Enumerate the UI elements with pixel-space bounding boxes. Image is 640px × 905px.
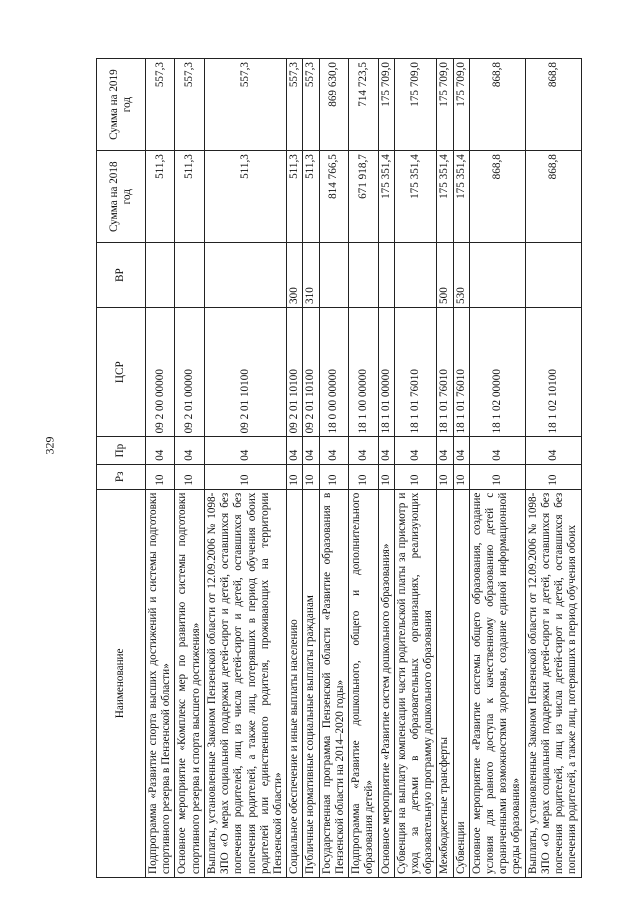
cell-name: Государственная программа Пензенской области «Развитие образования в Пензенской области на 2014–2020 годы» [319,489,348,877]
cell-rz: 10 [394,464,437,489]
cell-sum-2019: 557,3 [204,59,286,151]
cell-rz: 10 [437,464,453,489]
cell-sum-2018: 511,3 [175,151,204,243]
cell-sum-2018: 868,8 [525,151,581,243]
cell-csr: 18 1 01 76010 [394,307,437,436]
cell-rz: 10 [146,464,175,489]
budget-table [96,58,582,878]
cell-csr: 18 0 00 00000 [319,307,348,436]
cell-vr [175,243,204,308]
cell-name: Межбюджетные трансферты [437,489,453,877]
table-row [303,59,319,878]
cell-sum-2019: 175 709,0 [378,59,394,151]
table-row [525,59,581,878]
cell-pr: 04 [146,437,175,464]
cell-sum-2019: 557,3 [303,59,319,151]
cell-name: Выплаты, установленные Законом Пензенской области от 12.09.2006 № 1098-ЗПО «О мерах социальной поддержки детей-сирот и детей, оставшихся без попечения родителей, лиц из числа детей-сирот и детей, оставшихся без попечения родителей, а также лиц, потерявших в период обучения обоих родителей или единственного родителя, проживающих на территории Пензенской области» [204,489,286,877]
cell-sum-2018: 511,3 [287,151,303,243]
cell-csr: 18 1 02 10100 [525,307,581,436]
cell-vr: 500 [437,243,453,308]
cell-rz: 10 [204,464,286,489]
cell-vr [319,243,348,308]
cell-sum-2019: 557,3 [287,59,303,151]
cell-sum-2018: 175 351,4 [378,151,394,243]
table-row [453,59,469,878]
header-name: Наименование [97,489,146,877]
cell-pr: 04 [525,437,581,464]
cell-sum-2018: 671 918,7 [349,151,378,243]
cell-name: Субвенции [453,489,469,877]
cell-sum-2018: 175 351,4 [437,151,453,243]
table-row [437,59,453,878]
cell-name: Основное мероприятие «Развитие системы общего образования, создание условия для равного доступа к качественному образованию детей с ограниченными возможностями здоровья, создание единой информационной среды образования» [469,489,525,877]
cell-name: Публичные нормативные социальные выплаты гражданам [303,489,319,877]
cell-name: Социальное обеспечение и иные выплаты населению [287,489,303,877]
cell-csr: 09 2 01 10100 [287,307,303,436]
cell-csr: 18 1 01 00000 [378,307,394,436]
cell-name: Подпрограмма «Развитие дошкольного, общего и дополнительного образования детей» [349,489,378,877]
cell-vr: 530 [453,243,469,308]
cell-sum-2019: 714 723,5 [349,59,378,151]
cell-sum-2019: 868,8 [469,59,525,151]
cell-name: Выплаты, установленные Законом Пензенской области от 12.09.2006 № 1098-ЗПО «О мерах социальной поддержки детей-сирот и детей, оставшихся без попечения родителей, лиц из числа детей-сирот и детей, оставшихся без попечения родителей, а также лиц, потерявших в период обучения обоих [525,489,581,877]
cell-vr [469,243,525,308]
cell-csr: 18 1 01 76010 [453,307,469,436]
cell-vr [525,243,581,308]
cell-pr: 04 [287,437,303,464]
cell-sum-2019: 175 709,0 [437,59,453,151]
cell-vr [378,243,394,308]
cell-pr: 04 [204,437,286,464]
header-rz: Рз [97,464,146,489]
cell-rz: 10 [303,464,319,489]
cell-vr [349,243,378,308]
table-row [175,59,204,878]
cell-csr: 18 1 01 76010 [437,307,453,436]
cell-sum-2018: 511,3 [204,151,286,243]
cell-csr: 09 2 01 00000 [175,307,204,436]
cell-sum-2018: 175 351,4 [453,151,469,243]
cell-sum-2018: 511,3 [146,151,175,243]
cell-name: Основное мероприятие «Развитие систем дошкольного образования» [378,489,394,877]
cell-vr [394,243,437,308]
cell-sum-2019: 869 630,0 [319,59,348,151]
header-csr: ЦСР [97,307,146,436]
table-header-row [97,59,146,878]
cell-pr: 04 [453,437,469,464]
table-row [204,59,286,878]
cell-pr: 04 [378,437,394,464]
cell-pr: 04 [394,437,437,464]
cell-rz: 10 [525,464,581,489]
cell-rz: 10 [469,464,525,489]
cell-csr: 18 1 00 00000 [349,307,378,436]
cell-name: Субвенция на выплату компенсации части родительской платы за присмотр и уход за детьми в образовательных организациях, реализующих образовательную программу дошкольного образования [394,489,437,877]
cell-pr: 04 [303,437,319,464]
table-row [349,59,378,878]
cell-sum-2019: 557,3 [175,59,204,151]
cell-vr [204,243,286,308]
cell-name: Основное мероприятие «Комплекс мер по развитию системы подготовки спортивного резерва и спорта высшего достижения» [175,489,204,877]
table-row [319,59,348,878]
cell-csr: 09 2 01 10100 [204,307,286,436]
cell-rz: 10 [319,464,348,489]
cell-rz: 10 [378,464,394,489]
header-vr: ВР [97,243,146,308]
cell-rz: 10 [453,464,469,489]
header-sum-2019: Сумма на 2019 год [97,59,146,151]
cell-pr: 04 [349,437,378,464]
header-pr: Пр [97,437,146,464]
cell-rz: 10 [287,464,303,489]
cell-csr: 09 2 01 10100 [303,307,319,436]
cell-sum-2018: 511,3 [303,151,319,243]
cell-sum-2019: 175 709,0 [453,59,469,151]
table-row [287,59,303,878]
cell-pr: 04 [469,437,525,464]
cell-sum-2019: 868,8 [525,59,581,151]
table-row [378,59,394,878]
cell-pr: 04 [319,437,348,464]
cell-rz: 10 [175,464,204,489]
page-number: 329 [42,436,57,455]
cell-vr: 300 [287,243,303,308]
cell-csr: 09 2 00 00000 [146,307,175,436]
cell-vr: 310 [303,243,319,308]
cell-vr [146,243,175,308]
cell-csr: 18 1 02 00000 [469,307,525,436]
cell-sum-2019: 557,3 [146,59,175,151]
cell-pr: 04 [175,437,204,464]
cell-pr: 04 [437,437,453,464]
header-sum-2018: Сумма на 2018 год [97,151,146,243]
cell-sum-2018: 175 351,4 [394,151,437,243]
table-row [146,59,175,878]
cell-rz: 10 [349,464,378,489]
cell-sum-2019: 175 709,0 [394,59,437,151]
cell-sum-2018: 868,8 [469,151,525,243]
table-row [394,59,437,878]
cell-sum-2018: 814 766,5 [319,151,348,243]
rotated-table-container [96,58,601,878]
table-row [469,59,525,878]
cell-name: Подпрограмма «Развитие спорта высших достижений и системы подготовки спортивного резерва в Пензенской области» [146,489,175,877]
